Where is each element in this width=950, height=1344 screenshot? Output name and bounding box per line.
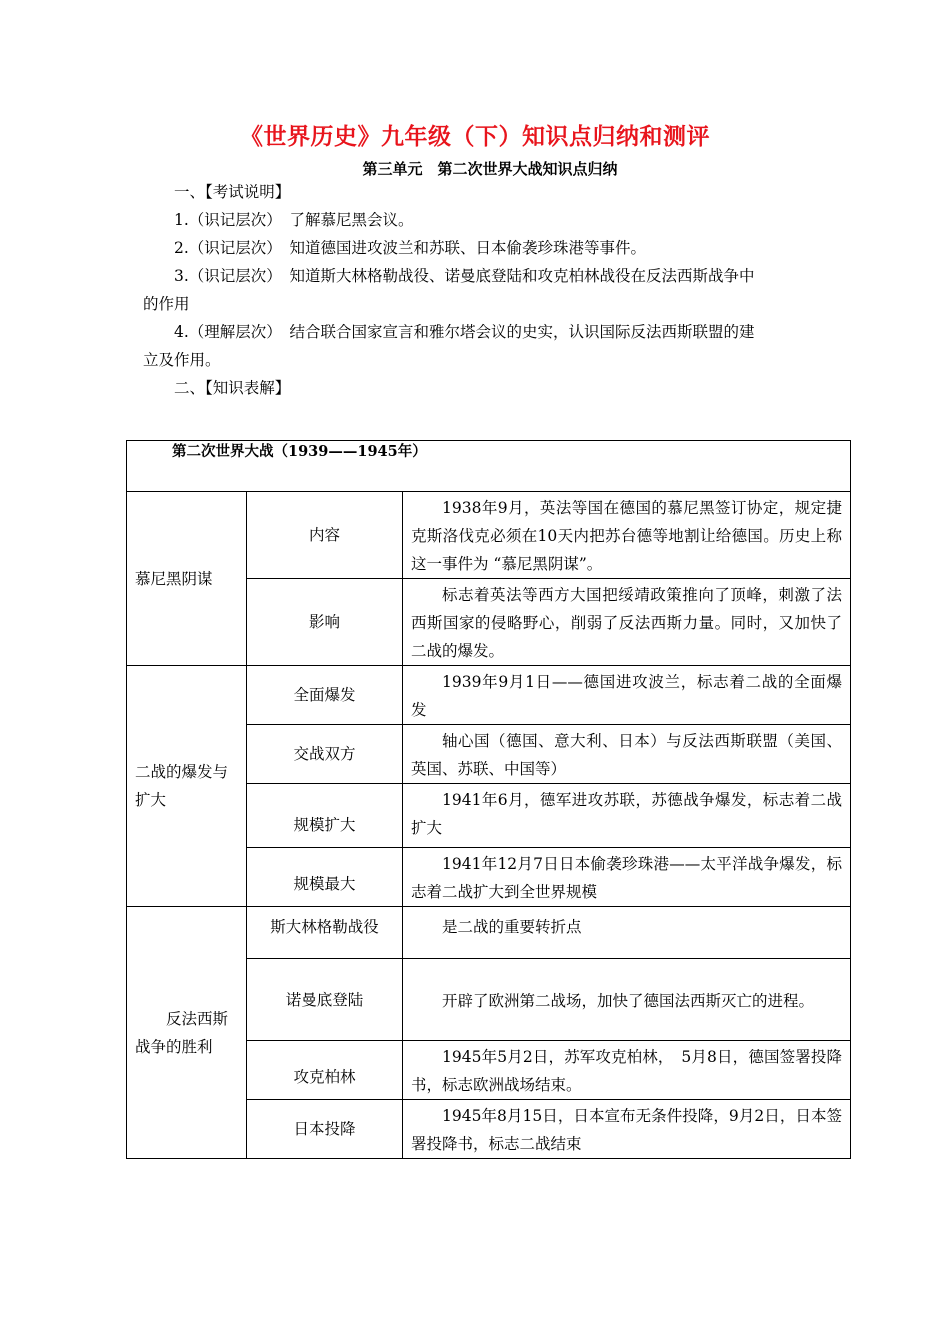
section-exam-notes: 一、【考试说明】 bbox=[174, 183, 291, 201]
row-label: 内容 bbox=[247, 492, 403, 579]
knowledge-table bbox=[126, 440, 851, 1159]
table-row bbox=[127, 666, 851, 725]
section-knowledge-table: 二、【知识表解】 bbox=[174, 379, 291, 397]
exam-item-4-cont: 立及作用。 bbox=[143, 351, 221, 369]
row-content: 1945年8月15日，日本宣布无条件投降，9月2日，日本签署投降书，标志二战结束 bbox=[403, 1100, 851, 1159]
unit-subtitle: 第三单元 第二次世界大战知识点归纳 bbox=[362, 160, 618, 178]
row-content: 开辟了欧洲第二战场，加快了德国法西斯灭亡的进程。 bbox=[403, 959, 851, 1041]
row-label: 斯大林格勒战役 bbox=[247, 907, 403, 959]
row-label: 诺曼底登陆 bbox=[247, 959, 403, 1041]
row-content: 1938年9月，英法等国在德国的慕尼黑签订协定，规定捷克斯洛伐克必须在10天内把苏台德等地割让给德国。历史上称这一事件为 “慕尼黑阴谋”。 bbox=[403, 492, 851, 579]
row-content: 1939年9月1日——德国进攻波兰，标志着二战的全面爆发 bbox=[403, 666, 851, 725]
category-cell: 反法西斯战争的胜利 bbox=[127, 907, 247, 1159]
row-label: 攻克柏林 bbox=[247, 1041, 403, 1100]
exam-item-3-cont: 的作用 bbox=[143, 295, 190, 313]
row-label: 交战双方 bbox=[247, 725, 403, 784]
row-label: 规模扩大 bbox=[247, 784, 403, 848]
row-label: 影响 bbox=[247, 579, 403, 666]
category-cell: 二战的爆发与扩大 bbox=[127, 666, 247, 907]
row-label: 规模最大 bbox=[247, 848, 403, 907]
row-content: 1941年12月7日日本偷袭珍珠港——太平洋战争爆发，标志着二战扩大到全世界规模 bbox=[403, 848, 851, 907]
table-header: 第二次世界大战（1939——1945年） bbox=[127, 441, 851, 492]
document-title: 《世界历史》九年级（下）知识点归纳和测评 bbox=[240, 123, 710, 150]
table-row bbox=[127, 907, 851, 959]
row-content: 1941年6月，德军进攻苏联，苏德战争爆发，标志着二战扩大 bbox=[403, 784, 851, 848]
exam-item-2: 2.（识记层次） 知道德国进攻波兰和苏联、日本偷袭珍珠港等事件。 bbox=[174, 239, 647, 257]
exam-item-1: 1.（识记层次） 了解慕尼黑会议。 bbox=[174, 211, 414, 229]
exam-item-3: 3.（识记层次） 知道斯大林格勒战役、诺曼底登陆和攻克柏林战役在反法西斯战争中 bbox=[174, 267, 755, 285]
table-row bbox=[127, 492, 851, 579]
category-cell: 慕尼黑阴谋 bbox=[127, 492, 247, 666]
row-content: 是二战的重要转折点 bbox=[403, 907, 851, 959]
row-label: 日本投降 bbox=[247, 1100, 403, 1159]
row-content: 1945年5月2日，苏军攻克柏林， 5月8日，德国签署投降书，标志欧洲战场结束。 bbox=[403, 1041, 851, 1100]
row-label: 全面爆发 bbox=[247, 666, 403, 725]
exam-item-4: 4.（理解层次） 结合联合国家宣言和雅尔塔会议的史实，认识国际反法西斯联盟的建 bbox=[174, 323, 755, 341]
row-content: 轴心国（德国、意大利、日本）与反法西斯联盟（美国、英国、苏联、中国等） bbox=[403, 725, 851, 784]
row-content: 标志着英法等西方大国把绥靖政策推向了顶峰，刺激了法西斯国家的侵略野心，削弱了反法西斯力量。同时，又加快了二战的爆发。 bbox=[403, 579, 851, 666]
